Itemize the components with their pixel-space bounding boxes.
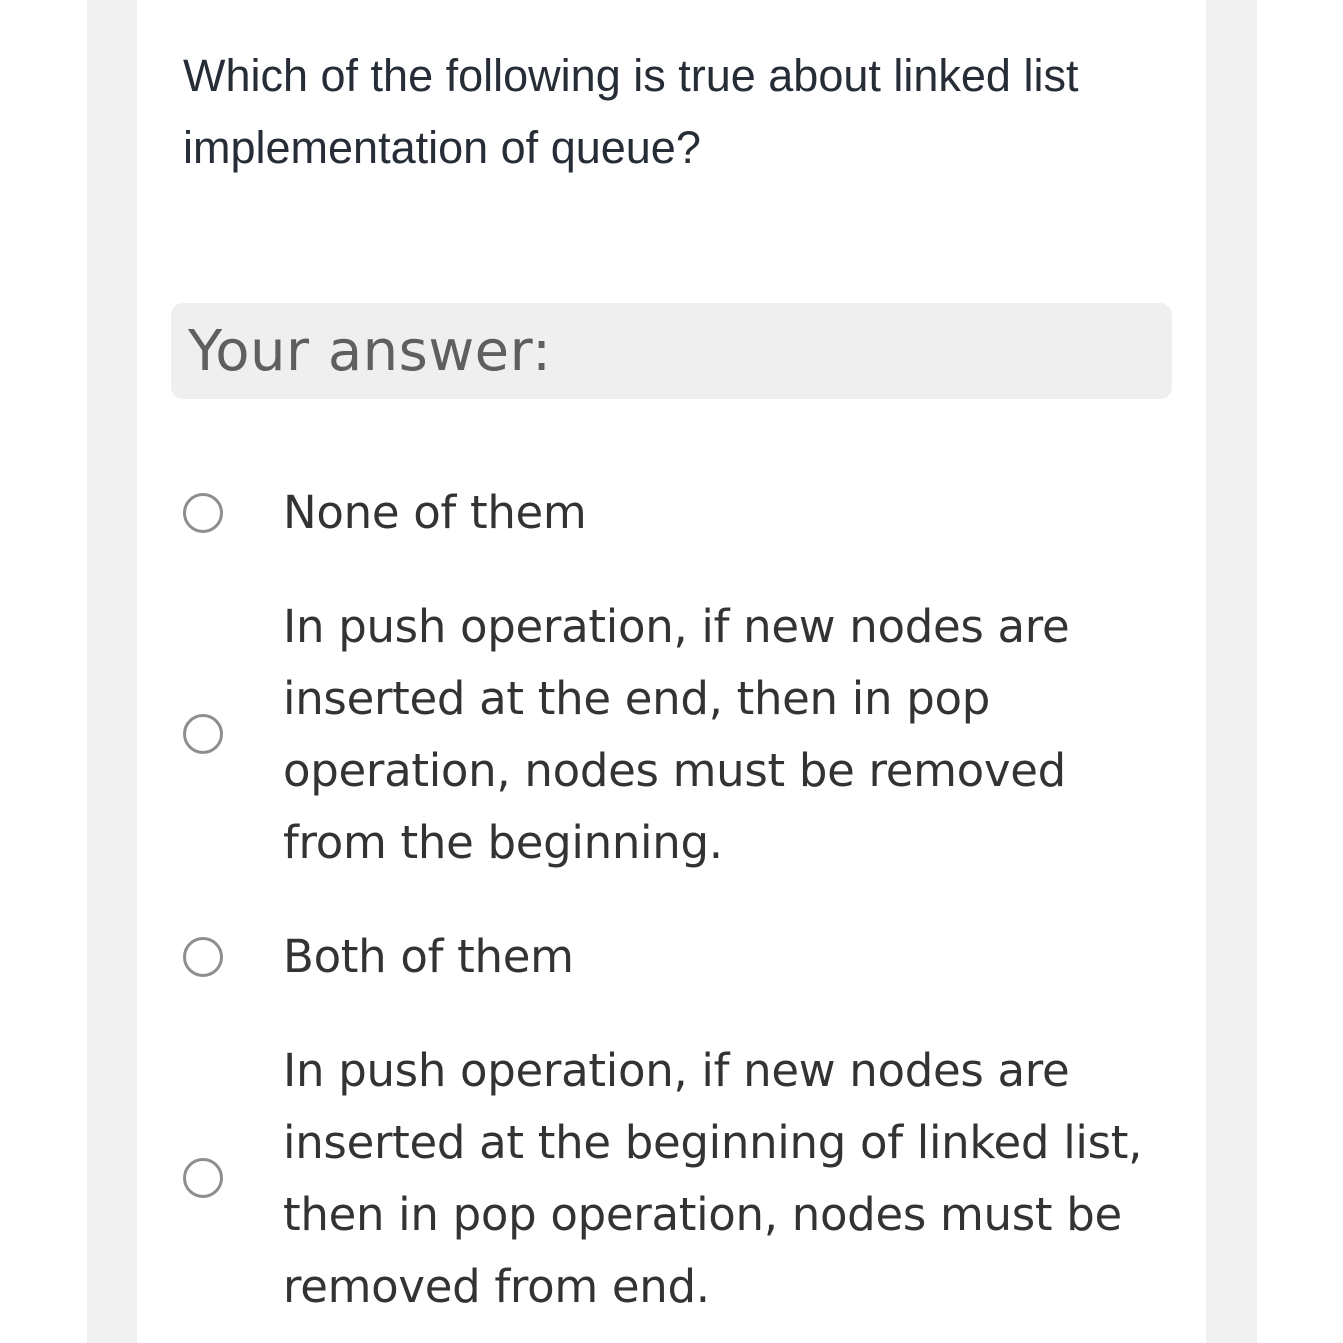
option-label: In push operation, if new nodes are inserted at the beginning of linked list, then in pop operation, nodes must be removed from end.: [283, 1044, 1143, 1313]
radio-button[interactable]: [183, 937, 223, 977]
answer-option-push-beginning-pop-end[interactable]: [160, 1035, 1180, 1323]
option-label: None of them: [283, 486, 587, 539]
option-label: Both of them: [283, 930, 574, 983]
answer-option-push-end-pop-beginning[interactable]: [160, 591, 1180, 879]
page-gutter-left: [87, 0, 137, 1343]
radio-button[interactable]: [183, 714, 223, 754]
answer-option-both-of-them[interactable]: [160, 921, 1180, 993]
answer-label: Your answer:: [188, 319, 552, 384]
option-label: In push operation, if new nodes are inserted at the end, then in pop operation, nodes must be removed from the beginning.: [283, 600, 1070, 869]
radio-button[interactable]: [183, 493, 223, 533]
answer-header: [171, 303, 1172, 399]
question-text: Which of the following is true about linked list implementation of queue?: [183, 50, 1079, 173]
answer-option-none-of-them[interactable]: [160, 477, 1180, 549]
radio-button[interactable]: [183, 1158, 223, 1198]
page-gutter-right: [1206, 0, 1257, 1343]
